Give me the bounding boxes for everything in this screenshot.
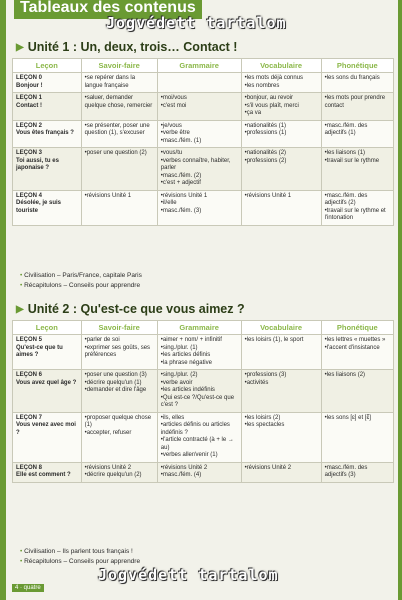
unit-2-table bbox=[12, 320, 394, 483]
vocabulaire-item: • ça va bbox=[245, 110, 318, 118]
watermark-top: Jogvédett tartalom bbox=[106, 14, 287, 32]
header-phonetique: Phonétique bbox=[321, 59, 393, 73]
vocabulaire-item: • les spectacles bbox=[245, 422, 318, 430]
watermark-bottom: Jogvédett tartalom bbox=[98, 566, 279, 584]
savoir-item: • poser une question (3) bbox=[85, 372, 154, 380]
lesson-code: LEÇON 0 bbox=[16, 75, 43, 82]
lesson-code: LEÇON 7 bbox=[16, 414, 43, 421]
lesson-cell bbox=[13, 93, 82, 121]
grammaire-item: • sing./plur. (1) bbox=[161, 345, 238, 353]
phonetique-item: • les sons du français bbox=[325, 75, 390, 83]
savoir-item: • demander et dire l'âge bbox=[85, 387, 154, 395]
note-item: • Récapitulons – Conseils pour apprendre bbox=[20, 558, 140, 565]
phonetique-item: • les liaisons (2) bbox=[325, 372, 390, 380]
unit-2-title bbox=[16, 302, 245, 316]
lesson-cell bbox=[13, 190, 82, 225]
table-row bbox=[13, 462, 394, 482]
lesson-cell bbox=[13, 73, 82, 93]
phonetique-item: • les lettres « muettes » bbox=[325, 337, 390, 345]
savoir-cell bbox=[81, 335, 157, 370]
lesson-name: Qu'est-ce que tu aimes ? bbox=[16, 344, 63, 359]
vocabulaire-item: • bonjour, au revoir bbox=[245, 95, 318, 103]
grammaire-item: • masc./fém. (2) bbox=[161, 173, 238, 181]
lesson-name: Vous êtes français ? bbox=[16, 130, 74, 137]
header-vocabulaire: Vocabulaire bbox=[241, 59, 321, 73]
savoir-cell bbox=[81, 148, 157, 191]
header-grammaire: Grammaire bbox=[157, 59, 241, 73]
lesson-code: LEÇON 1 bbox=[16, 95, 43, 102]
grammaire-item: • ils, elles bbox=[161, 415, 238, 423]
grammaire-cell bbox=[157, 335, 241, 370]
vocabulaire-cell bbox=[241, 412, 321, 462]
phonetique-cell bbox=[321, 120, 393, 148]
lesson-cell bbox=[13, 462, 82, 482]
grammaire-cell bbox=[157, 462, 241, 482]
unit-1-notes bbox=[20, 272, 142, 292]
table-row bbox=[13, 148, 394, 191]
grammaire-item: • les articles définis bbox=[161, 352, 238, 360]
header-grammaire: Grammaire bbox=[157, 321, 241, 335]
unit-1-title bbox=[16, 40, 237, 54]
phonetique-item: • travail sur le rythme bbox=[325, 158, 390, 166]
lesson-cell bbox=[13, 335, 82, 370]
savoir-item: • se repérer dans la langue française bbox=[85, 75, 154, 90]
savoir-cell bbox=[81, 462, 157, 482]
lesson-name: Vous venez avec moi ? bbox=[16, 422, 76, 436]
savoir-cell bbox=[81, 370, 157, 413]
grammaire-item: • verbe être bbox=[161, 130, 238, 138]
savoir-item: • saluer, demander quelque chose, remercier bbox=[85, 95, 154, 110]
lesson-code: LEÇON 2 bbox=[16, 122, 43, 129]
vocabulaire-item: • nationalités (2) bbox=[245, 150, 318, 158]
header-vocabulaire: Vocabulaire bbox=[241, 321, 321, 335]
grammaire-item: • vous/tu bbox=[161, 150, 238, 158]
savoir-item: • se présenter, poser une question (1), s'excuser bbox=[85, 123, 154, 138]
vocabulaire-cell bbox=[241, 73, 321, 93]
grammaire-item: • révisions Unité 2 bbox=[161, 465, 238, 473]
lesson-name: Désolée, je suis touriste bbox=[16, 200, 62, 214]
savoir-cell bbox=[81, 120, 157, 148]
phonetique-item: • travail sur le rythme et l'intonation bbox=[325, 208, 390, 223]
note-item: • Civilisation – Ils parlent tous français ! bbox=[20, 548, 140, 555]
grammaire-cell bbox=[157, 370, 241, 413]
phonetique-item: • les mots pour prendre contact bbox=[325, 95, 390, 110]
savoir-cell bbox=[81, 93, 157, 121]
page bbox=[6, 0, 398, 600]
vocabulaire-item: • s'il vous plaît, merci bbox=[245, 103, 318, 111]
savoir-item: • décrire quelqu'un (2) bbox=[85, 472, 154, 480]
grammaire-item: • verbe avoir bbox=[161, 380, 238, 388]
table-row bbox=[13, 93, 394, 121]
savoir-item: • proposer quelque chose (1) bbox=[85, 415, 154, 430]
grammaire-item: • Qui est-ce ?/Qu'est-ce que c'est ? bbox=[161, 395, 238, 410]
phonetique-cell bbox=[321, 93, 393, 121]
grammaire-item: • masc./fém. (3) bbox=[161, 208, 238, 216]
grammaire-cell bbox=[157, 412, 241, 462]
note-item: • Récapitulons – Conseils pour apprendre bbox=[20, 282, 142, 289]
page-number: 4 · quatre bbox=[12, 584, 44, 592]
grammaire-item: • masc./fém. (1) bbox=[161, 138, 238, 146]
table-row bbox=[13, 120, 394, 148]
vocabulaire-item: • professions (1) bbox=[245, 130, 318, 138]
bullet-icon: ▶ bbox=[16, 41, 24, 53]
savoir-item: • poser une question (2) bbox=[85, 150, 154, 158]
grammaire-cell bbox=[157, 148, 241, 191]
phonetique-item: • les sons [ɛ] et [ɛ̃] bbox=[325, 415, 390, 423]
phonetique-cell bbox=[321, 148, 393, 191]
header-lecon: Leçon bbox=[13, 321, 82, 335]
phonetique-item: • masc./fém. des adjectifs (3) bbox=[325, 465, 390, 480]
vocabulaire-cell bbox=[241, 462, 321, 482]
header-savoir-faire: Savoir-faire bbox=[81, 321, 157, 335]
unit-2-notes bbox=[20, 548, 140, 568]
vocabulaire-item: • les loisirs (1), le sport bbox=[245, 337, 318, 345]
grammaire-cell bbox=[157, 73, 241, 93]
savoir-cell bbox=[81, 73, 157, 93]
lesson-cell bbox=[13, 120, 82, 148]
savoir-cell bbox=[81, 412, 157, 462]
lesson-cell bbox=[13, 148, 82, 191]
grammaire-cell bbox=[157, 190, 241, 225]
lesson-name: Toi aussi, tu es japonaise ? bbox=[16, 157, 59, 172]
savoir-cell bbox=[81, 190, 157, 225]
savoir-item: • révisions Unité 2 bbox=[85, 465, 154, 473]
phonetique-cell bbox=[321, 73, 393, 93]
phonetique-item: • l'accent d'insistance bbox=[325, 345, 390, 353]
vocabulaire-item: • révisions Unité 2 bbox=[245, 465, 318, 473]
vocabulaire-cell bbox=[241, 148, 321, 191]
savoir-item: • décrire quelqu'un (1) bbox=[85, 380, 154, 388]
vocabulaire-cell bbox=[241, 190, 321, 225]
grammaire-item: • c'est + adjectif bbox=[161, 180, 238, 188]
grammaire-item: • la phrase négative bbox=[161, 360, 238, 368]
vocabulaire-item: • les nombres bbox=[245, 83, 318, 91]
table-row bbox=[13, 73, 394, 93]
phonetique-item: • masc./fém. des adjectifs (1) bbox=[325, 123, 390, 138]
grammaire-cell bbox=[157, 120, 241, 148]
table-row bbox=[13, 412, 394, 462]
vocabulaire-cell bbox=[241, 120, 321, 148]
grammaire-item: • je/vous bbox=[161, 123, 238, 131]
grammaire-item: • moi/vous bbox=[161, 95, 238, 103]
grammaire-item: • aimer + nom/ + infinitif bbox=[161, 337, 238, 345]
phonetique-cell bbox=[321, 190, 393, 225]
savoir-item: • parler de soi bbox=[85, 337, 154, 345]
unit-1-title-text: Unité 1 : Un, deux, trois… Contact ! bbox=[27, 40, 238, 54]
header-row bbox=[13, 59, 394, 73]
lesson-code: LEÇON 5 bbox=[16, 337, 43, 344]
savoir-item: • accepter, refuser bbox=[85, 430, 154, 438]
page-title: Tableaux des contenus bbox=[14, 0, 202, 19]
savoir-item: • révisions Unité 1 bbox=[85, 193, 154, 201]
vocabulaire-item: • nationalités (1) bbox=[245, 123, 318, 131]
lesson-name: Elle est comment ? bbox=[16, 472, 71, 479]
unit-1-table bbox=[12, 58, 394, 226]
table-row bbox=[13, 335, 394, 370]
vocabulaire-item: • révisions Unité 1 bbox=[245, 193, 318, 201]
lesson-code: LEÇON 4 bbox=[16, 192, 43, 199]
vocabulaire-cell bbox=[241, 370, 321, 413]
grammaire-cell bbox=[157, 93, 241, 121]
vocabulaire-item: • professions (2) bbox=[245, 158, 318, 166]
grammaire-item: • masc./fém. (4) bbox=[161, 472, 238, 480]
grammaire-item: • articles définis ou articles indéfinis ? bbox=[161, 422, 238, 437]
phonetique-cell bbox=[321, 370, 393, 413]
grammaire-item: • verbes aller/venir (1) bbox=[161, 452, 238, 460]
table-row bbox=[13, 190, 394, 225]
note-item: • Civilisation – Paris/France, capitale Paris bbox=[20, 272, 142, 279]
grammaire-item: • c'est moi bbox=[161, 103, 238, 111]
lesson-cell bbox=[13, 370, 82, 413]
lesson-code: LEÇON 6 bbox=[16, 372, 43, 379]
vocabulaire-item: • les mots déjà connus bbox=[245, 75, 318, 83]
lesson-name: Bonjour ! bbox=[16, 82, 43, 89]
vocabulaire-cell bbox=[241, 335, 321, 370]
header-lecon: Leçon bbox=[13, 59, 82, 73]
lesson-code: LEÇON 8 bbox=[16, 464, 43, 471]
unit-2-title-text: Unité 2 : Qu'est-ce que vous aimez ? bbox=[27, 302, 245, 316]
phonetique-cell bbox=[321, 412, 393, 462]
bullet-icon: ▶ bbox=[16, 303, 24, 315]
lesson-name: Contact ! bbox=[16, 102, 42, 109]
header-row bbox=[13, 321, 394, 335]
savoir-item: • exprimer ses goûts, ses préférences bbox=[85, 345, 154, 360]
phonetique-item: • les liaisons (1) bbox=[325, 150, 390, 158]
lesson-code: LEÇON 3 bbox=[16, 150, 43, 157]
grammaire-item: • sing./plur. (2) bbox=[161, 372, 238, 380]
vocabulaire-cell bbox=[241, 93, 321, 121]
vocabulaire-item: • professions (3) bbox=[245, 372, 318, 380]
lesson-cell bbox=[13, 412, 82, 462]
grammaire-item: • révisions Unité 1 bbox=[161, 193, 238, 201]
lesson-name: Vous avez quel âge ? bbox=[16, 379, 77, 386]
phonetique-item: • masc./fém. des adjectifs (2) bbox=[325, 193, 390, 208]
grammaire-item: • il/elle bbox=[161, 200, 238, 208]
grammaire-item: • verbes connaître, habiter, parler bbox=[161, 158, 238, 173]
header-savoir-faire: Savoir-faire bbox=[81, 59, 157, 73]
vocabulaire-item: • les loisirs (2) bbox=[245, 415, 318, 423]
grammaire-item: • les articles indéfinis bbox=[161, 387, 238, 395]
vocabulaire-item: • activités bbox=[245, 380, 318, 388]
table-row bbox=[13, 370, 394, 413]
header-phonetique: Phonétique bbox=[321, 321, 393, 335]
phonetique-cell bbox=[321, 462, 393, 482]
grammaire-item: • l'article contracté (à + le → au) bbox=[161, 437, 238, 452]
phonetique-cell bbox=[321, 335, 393, 370]
